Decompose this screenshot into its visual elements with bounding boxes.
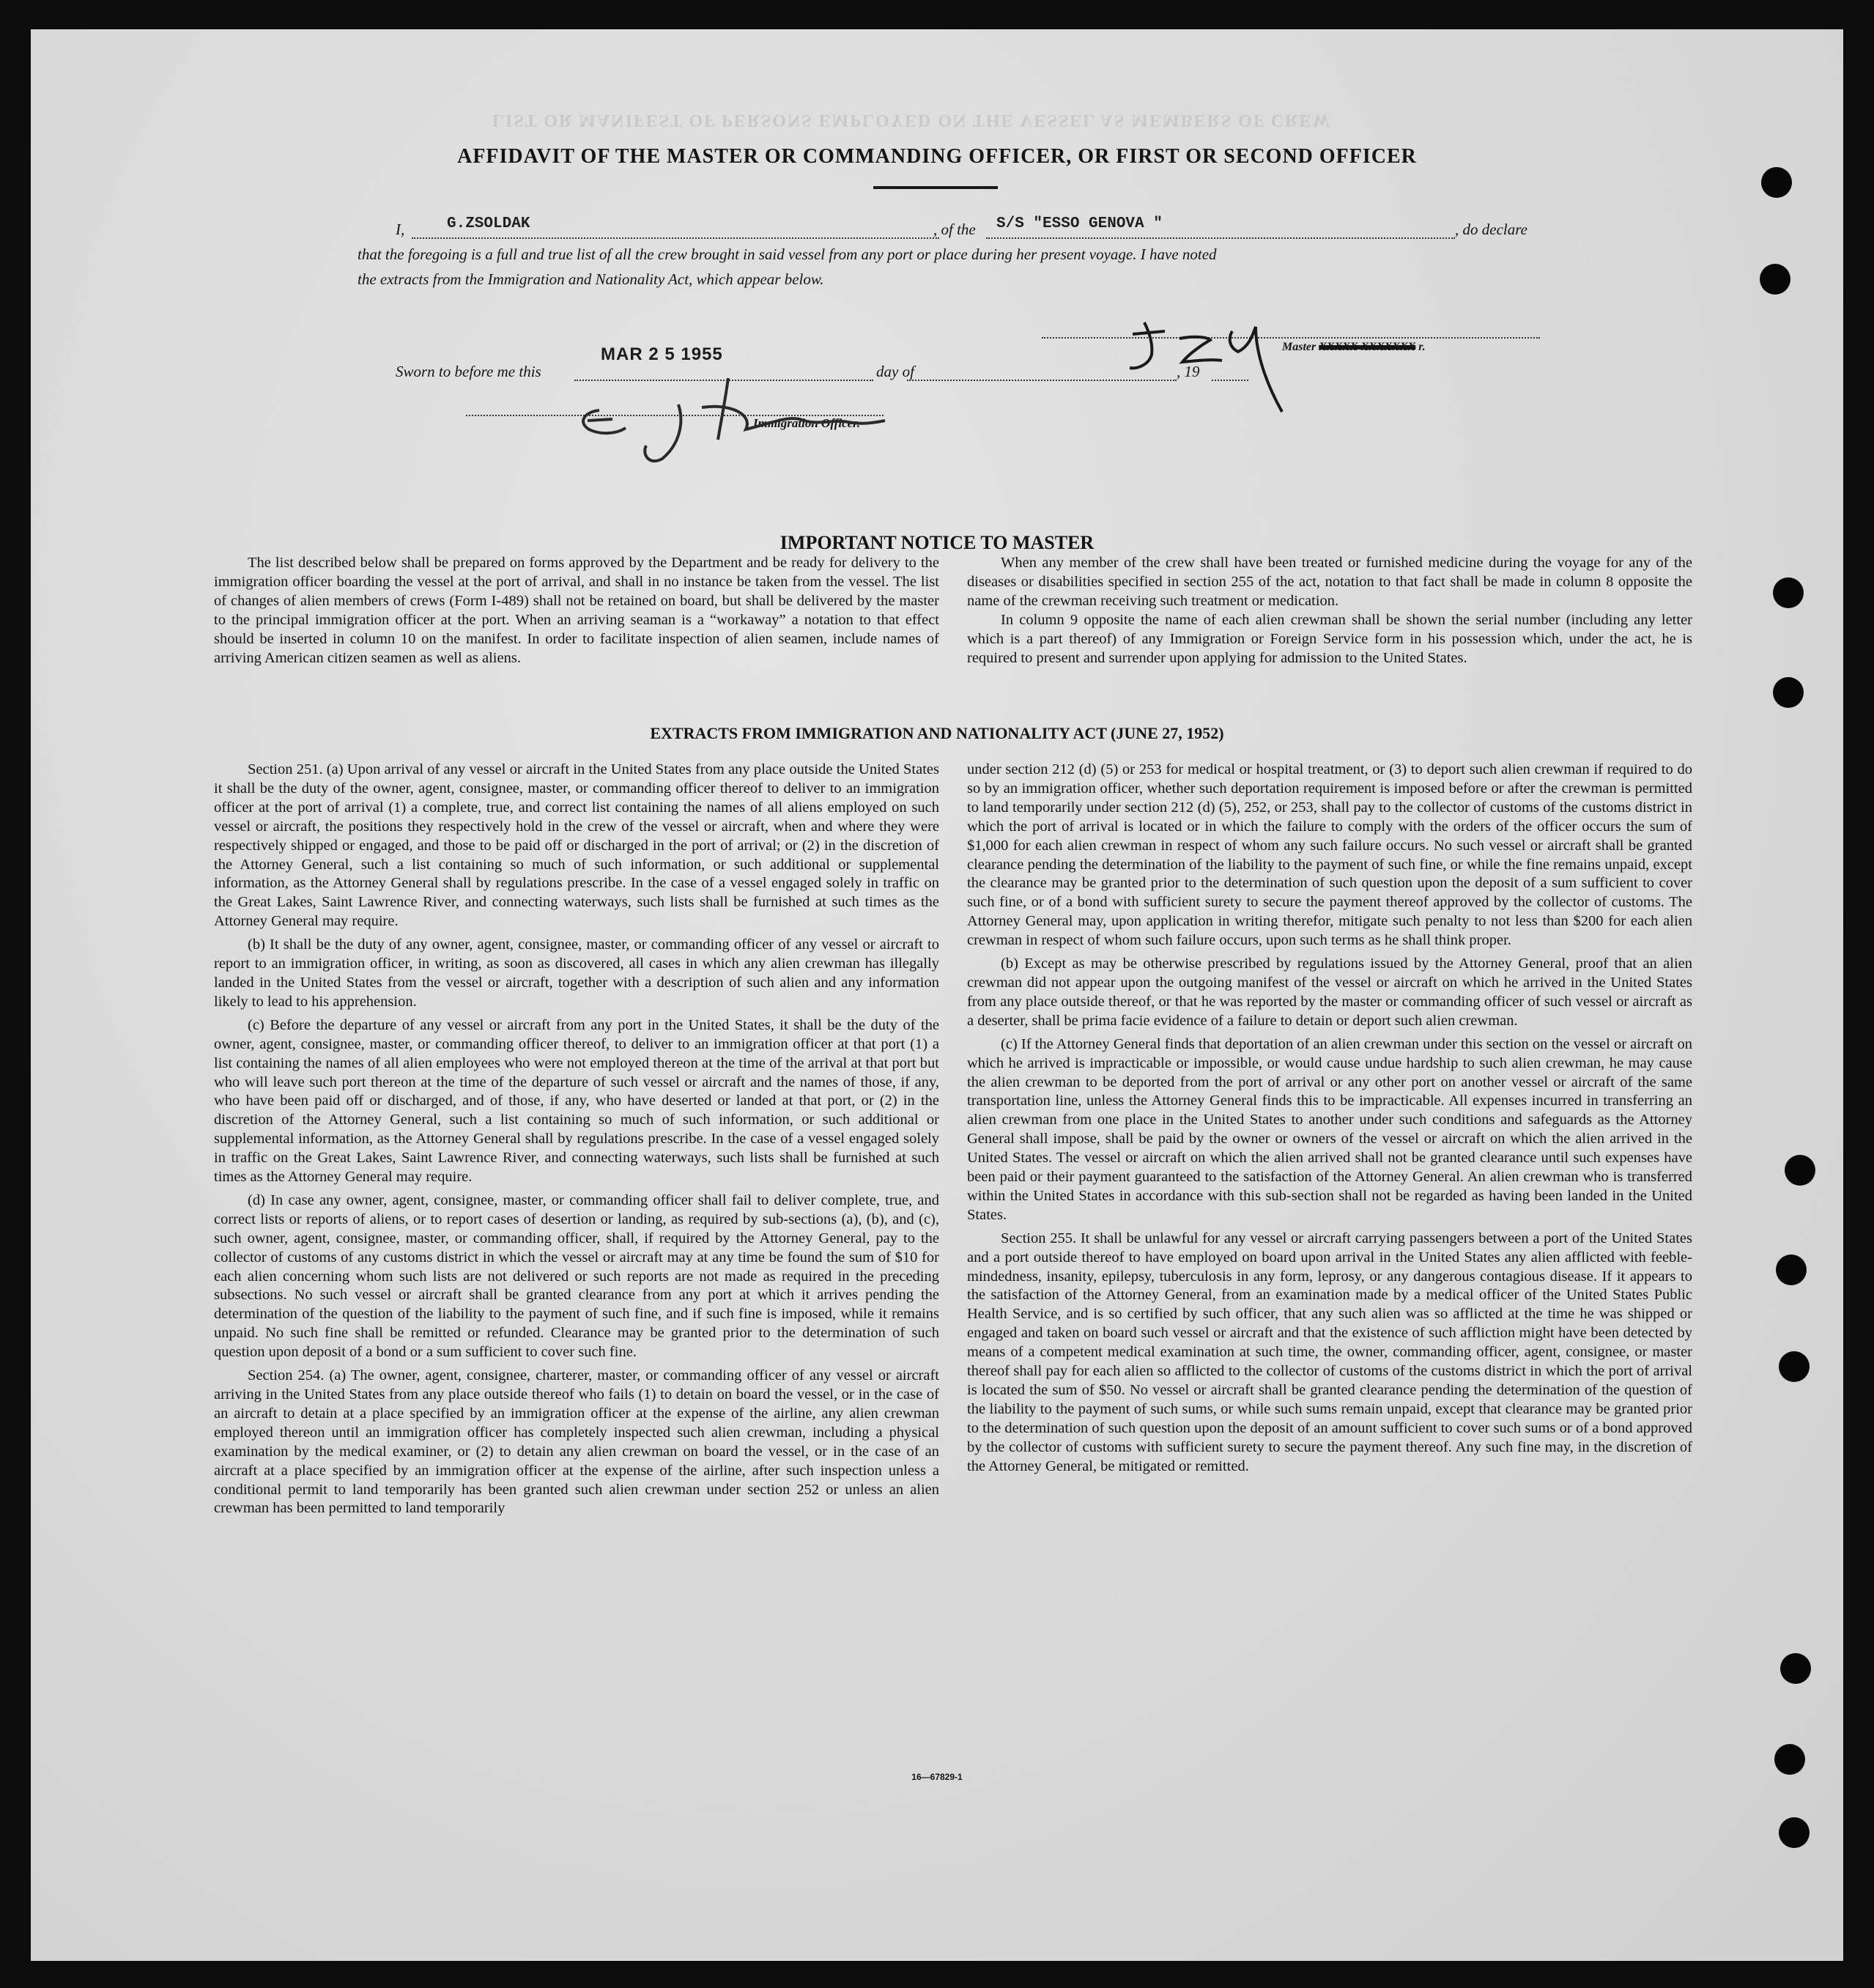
declaration-pronoun: I,	[396, 221, 405, 238]
master-signature	[1086, 302, 1335, 441]
title-rule	[873, 186, 998, 189]
extracts-heading: EXTRACTS FROM IMMIGRATION AND NATIONALITY ACT (JUNE 27, 1952)	[650, 724, 1224, 742]
document-page	[31, 29, 1843, 1961]
punch-hole	[1760, 264, 1790, 295]
extract-paragraph: Section 255. It shall be unlawful for any vessel or aircraft carrying passengers between a port of the United States and a port outside thereof to have employed on board upon arrival in the United States any alien afflicted with feeble-mindedness, insanity, epilepsy, tuberculosis in any form, leprosy, or any dangerous contagious disease. If it appears to the satisfaction of the Attorney General, from an examination made by a medical officer of the United States Public Health Service, and is so certified by such officer, that any such alien was so afflicted at the time he was shipped or engaged and taken on board such vessel or aircraft and that the existence of such affliction might have been detected by means of a competent medical examination at such time, the owner, commanding officer, agent, consignee, or master thereof shall pay for each alien so afflicted to the collector of customs of the customs district in which the port of arrival is located the sum of $50. No vessel or aircraft shall be granted clearance pending the determination of the question of the liability to the payment of such sums, or while such sums remain unpaid, except that clearance may be granted prior to the determination of such question upon the deposit of an amount sufficient to cover such sums or of a bond approved by the collector of customs with sufficient surety to secure the payment thereof. Any such fine may, in the discretion of the Attorney General, be mitigated or remitted.	[967, 1230, 1692, 1474]
notice-left-column	[214, 554, 939, 672]
notice-right-column	[967, 554, 1692, 672]
vessel-field-line	[986, 237, 1455, 239]
punch-hole	[1773, 577, 1804, 608]
date-stamp: MAR 2 5 1955	[601, 344, 723, 364]
extract-paragraph: (d) In case any owner, agent, consignee, master, or commanding officer shall fail to deliver complete, true, and correct lists or reports of aliens, or to report cases of desertion or landing, as required by sub-sections (a), (b), and (c), such owner, agent, consignee, master, or commanding officer, shall, if required by the Attorney General, pay to the collector of customs of any customs district in which the vessel or aircraft may at any time be found the sum of $10 for each alien concerning whom such lists are not delivered or such reports are not made as required in the preceding subsections. No such vessel or aircraft shall be granted clearance from any port at which it arrives pending the determination of the question of the liability to the payment of such fine, and if such fine is imposed, while it remains unpaid. No such fine shall be remitted or refunded. Clearance may be granted prior to the determination of such question upon deposit of a bond or a sum sufficient to cover such fine.	[214, 1191, 939, 1361]
extracts-left-column	[214, 761, 939, 1523]
punch-hole	[1761, 167, 1792, 198]
notice-right-paragraph: In column 9 opposite the name of each alien crewman shall be shown the serial number (including any letter which is a part thereof) of any Immigration or Foreign Service form in his possession which, under the act, he is required to present and surrender upon applying for admission to the United States.	[967, 611, 1692, 666]
master-name: G.ZSOLDAK	[447, 215, 530, 232]
of-the-label: , of the	[933, 221, 976, 238]
year-prefix: , 19	[1177, 363, 1200, 380]
extract-paragraph: (c) If the Attorney General finds that deportation of an alien crewman under this section on the vessel or aircraft on which he arrived is impracticable or impossible, or would cause undue hardship to such alien crewman, he may cause the alien crewman to be deported from the port of arrival or any other port on another vessel or aircraft of the same transportation line, unless the Attorney General finds this to be impracticable. All expenses incurred in transferring an alien crewman from one place in the United States to another under such conditions and safeguards as the Attorney General shall impose, shall be paid by the owner or owners of the vessel or aircraft on which the alien arrived in the United States. The vessel or aircraft on which the alien arrived shall not be granted clearance until such expenses have been paid or their payment guaranteed to the satisfaction of the Attorney General. An alien crewman who is transferred within the United States in accordance with this sub-section shall not be regarded as having been landed in the United States.	[967, 1035, 1692, 1223]
punch-hole	[1779, 1817, 1810, 1848]
name-field-line	[412, 237, 939, 239]
punch-hole	[1780, 1653, 1811, 1684]
bleed-through-text: LIST OR MANIFEST OF PERSONS EMPLOYED ON THE VESSEL AS MEMBERS OF CREW	[492, 111, 1332, 130]
master-label-suffix: r.	[1418, 341, 1426, 353]
extract-paragraph: (b) It shall be the duty of any owner, agent, consignee, master, or commanding officer of any vessel or aircraft to report to an immigration officer, in writing, as soon as discovered, all cases in which any alien crewman has illegally landed in the United States from the vessel or aircraft, together with a description of such alien and any information likely to lead to his apprehension.	[214, 936, 939, 1010]
notice-left-paragraph: The list described below shall be prepared on forms approved by the Department and be ready for delivery to the immigration officer boarding the vessel at the port of arrival, and shall in no instance be taken from the vessel. The list of changes of alien members of crews (Form I-489) shall not be retained on board, but shall be delivered by the master to the principal immigration officer at the port. When an arriving seaman is a “workaway” a notation to that effect should be inserted in column 10 on the manifest. In order to facilitate inspection of alien seamen, include names of arriving American citizen seamen as well as aliens.	[214, 555, 939, 666]
declaration-line-3: the extracts from the Immigration and Nationality Act, which appear below.	[358, 270, 824, 288]
extract-paragraph: Section 251. (a) Upon arrival of any vessel or aircraft in the United States from any place outside the United States it shall be the duty of the owner, agent, consignee, master, or commanding officer thereof to deliver to an immigration officer at the port of arrival (1) a complete, true, and correct list containing the names of all aliens employed on such vessel or aircraft, the positions they respectively hold in the crew of the vessel or aircraft, when and where they were respectively shipped or engaged, and those to be paid off or discharged in the port of arrival; or (2) in the discretion of the Attorney General, such a list containing so much of such information, or such additional or supplemental information, as the Attorney General shall by regulations prescribe. In the case of a vessel engaged solely in traffic on the Great Lakes, Saint Lawrence River, and connecting waterways, such lists shall be furnished at such times as the Attorney General may require.	[214, 761, 939, 930]
punch-hole	[1779, 1351, 1810, 1382]
punch-hole	[1773, 677, 1804, 708]
form-number: 16—67829-1	[911, 1772, 963, 1782]
punch-hole	[1774, 1744, 1805, 1775]
day-of-label: day of	[876, 363, 914, 380]
extracts-right-column	[967, 761, 1692, 1481]
punch-hole	[1776, 1254, 1807, 1285]
master-label-text: Master	[1282, 341, 1316, 353]
officer-signature	[555, 363, 892, 473]
extract-paragraph: (c) Before the departure of any vessel or aircraft from any port in the United States, it shall be the duty of the owner, agent, consignee, master, or commanding officer thereof, to deliver to an immigration officer at that port (1) a list containing the names of all alien employees who were not employed thereon at the time of the arrival at that port but who will leave such port thereon at the time of the departure of such vessel or aircraft and the names of those, if any, who have been paid off or discharged, and of those, if any, who have deserted or landed at that port, or (2) in the discretion of the Attorney General, such a list containing so much of such information, or such additional or supplemental information, as the Attorney General shall by regulations prescribe. In the case of a vessel engaged solely in traffic on the Great Lakes, Saint Lawrence River, and connecting waterways, such lists shall be furnished at such times as the Attorney General may require.	[214, 1016, 939, 1186]
affidavit-title: AFFIDAVIT OF THE MASTER OR COMMANDING OFFICER, OR FIRST OR SECOND OFFICER	[457, 145, 1417, 168]
sworn-label: Sworn to before me this	[396, 363, 541, 380]
do-declare-label: , do declare	[1455, 221, 1527, 238]
extract-paragraph: (b) Except as may be otherwise prescribed by regulations issued by the Attorney General, proof that an alien crewman did not appear upon the outgoing manifest of the vessel or aircraft on which he arrived in the United States from any place outside thereof, or that he was reported by the master or commanding officer of such vessel or aircraft as a deserter, shall be prima facie evidence of a failure to detain or deport such alien crewman.	[967, 956, 1692, 1029]
vessel-name: S/S "ESSO GENOVA "	[996, 215, 1163, 232]
extract-paragraph: Section 254. (a) The owner, agent, consignee, charterer, master, or commanding officer of any vessel or aircraft arriving in the United States from any place outside thereof who fails (1) to detain on board the vessel, or in the case of an aircraft to detain at a place specified by an immigration officer at the expense of the airline, any alien crewman employed thereon until an immigration officer has completely inspected such alien crewman, including a physical examination by the medical examiner, or (2) to detain any alien crewman on board the vessel, or in the case of an aircraft at a place specified by an immigration officer at the expense of the airline, after such inspection unless a conditional permit to land temporarily has been granted such alien crewman under section 252 or unless an alien crewman has been permitted to land temporarily	[214, 1367, 939, 1517]
punch-hole	[1785, 1155, 1815, 1186]
master-crossed-text: XXXXX XXXXXXX	[1319, 341, 1416, 353]
notice-right-paragraph: When any member of the crew shall have been treated or furnished medicine during the voyage for any of the diseases or disabilities specified in section 255 of the act, notation to that fact shall be made in column 8 opposite the name of the crewman receiving such treatment or medication.	[967, 555, 1692, 609]
declaration-line-2: that the foregoing is a full and true list of all the crew brought in said vessel from any port or place during her present voyage. I have noted	[358, 245, 1217, 263]
extract-paragraph: under section 212 (d) (5) or 253 for medical or hospital treatment, or (3) to deport such alien crewman if required to do so by an immigration officer, whether such deportation requirement is imposed before or after the crewman is permitted to land temporarily under section 212 (d) (5), 252, or 253, shall pay to the collector of customs of the customs district in which the port of arrival is located or in which the failure to comply with the orders of the officer occurs the sum of $1,000 for each alien crewman in respect of whom any such failure occurs. No such vessel or aircraft shall be granted clearance pending the determination of the liability to the payment of such fine, or while the fine remains unpaid, except the clearance may be granted prior to the determination of such question upon the deposit of a sum sufficient to cover such fine, or of a bond with sufficient surety to secure the payment thereof approved by the collector of customs. The Attorney General may, upon application in writing therefor, mitigate such penalty to not less than $200 for each alien crewman in respect of whom such failure occurs, upon such terms as he shall think proper.	[967, 761, 1692, 949]
immigration-officer-label: Immigration Officer.	[753, 416, 861, 430]
notice-heading: IMPORTANT NOTICE TO MASTER	[779, 532, 1095, 553]
